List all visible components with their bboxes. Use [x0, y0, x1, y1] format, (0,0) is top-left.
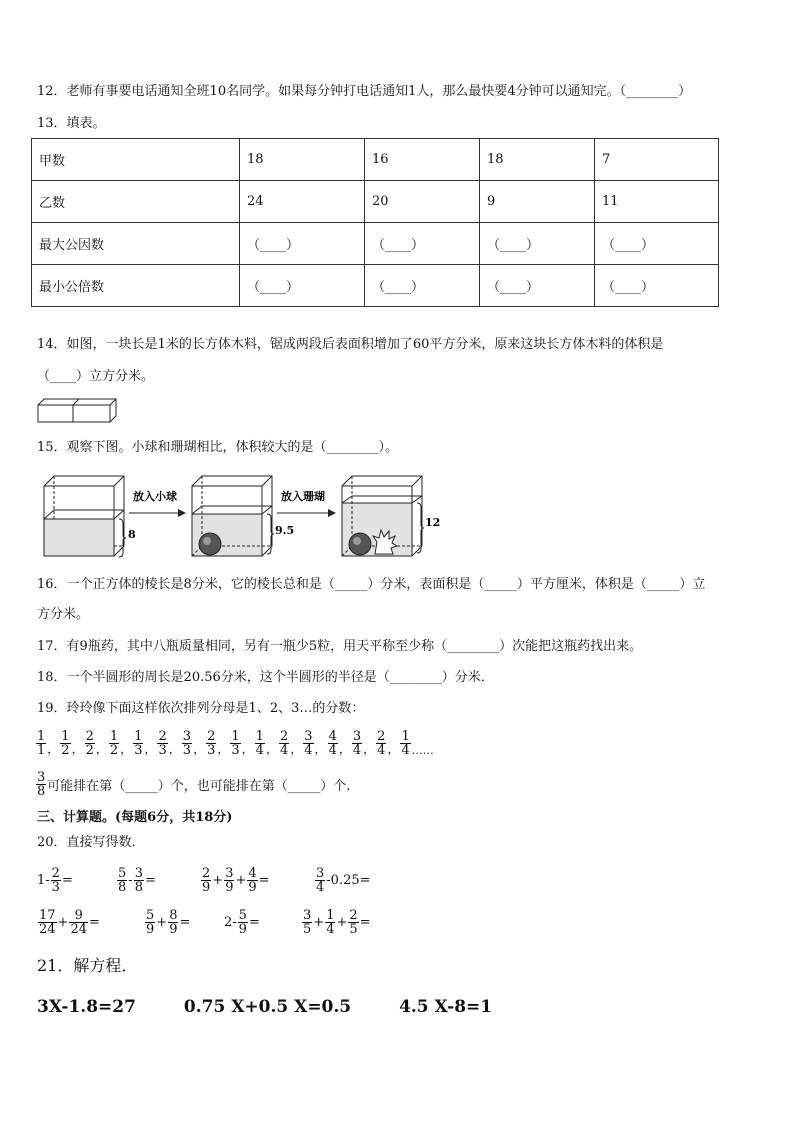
question-16-line1: 16．一个正方体的棱长是8分米，它的棱长总和是（_____）分米，表面积是（_____）平方厘米，体积是（_____）立 — [37, 577, 706, 592]
question-12: 12．老师有事要电话通知全班10名同学。如果每分钟打电话通知1人，那么最快要4分钟可以通知完。（________） — [37, 84, 692, 99]
sequence-fraction: $\frac{2}{3}$ — [207, 729, 216, 758]
sequence-fraction: $\frac{2}{4}$ — [377, 729, 386, 758]
equation-row — [37, 997, 492, 1017]
question-14-line2: （____）立方分米。 — [37, 369, 155, 384]
table-cell: 24 — [240, 181, 365, 223]
calc-item: 2- $\frac{5}{9}$ = — [224, 907, 260, 937]
sequence-fraction: $\frac{2}{2}$ — [85, 729, 94, 758]
table-row — [32, 223, 719, 265]
sequence-fraction: $\frac{3}{4}$ — [352, 729, 362, 758]
ball-icon — [349, 533, 371, 555]
calc-item: $\frac{3}{4}$ -0.25= — [316, 865, 371, 895]
height-label-3: 12 — [425, 516, 441, 529]
calc-item: $\frac{3}{5}$ + $\frac{1}{4}$ + $\frac{2}{5}$ = — [303, 907, 371, 937]
row-label: 乙数 — [32, 181, 240, 223]
equation: 4.5 X-8=1 — [399, 997, 493, 1017]
container-figure — [37, 470, 447, 562]
answer-blank[interactable]: （____） — [240, 223, 365, 265]
sequence-fraction: $\frac{1}{4}$ — [401, 729, 410, 758]
table-row — [32, 265, 719, 307]
question-20: 20．直接写得数． — [37, 835, 145, 850]
sequence-fraction: $\frac{1}{3}$ — [231, 729, 240, 758]
fraction: $\frac{3}{8}$ — [37, 770, 46, 799]
sequence-fraction: $\frac{1}{2}$ — [109, 729, 119, 758]
sequence-fraction: $\frac{2}{3}$ — [158, 729, 167, 758]
calc-item: $\frac{17}{24}$ + $\frac{9}{24}$ = — [39, 907, 100, 937]
sequence-fraction: $\frac{2}{4}$ — [279, 729, 289, 758]
sequence-fraction: $\frac{3}{3}$ — [182, 729, 192, 758]
sequence-fraction: $\frac{1}{1}$ — [37, 729, 46, 758]
answer-blank[interactable]: （____） — [480, 265, 595, 307]
table-row — [32, 181, 719, 223]
question-17: 17．有9瓶药，其中八瓶质量相同，另有一瓶少5粒，用天平称至少称（________）次能把这瓶药找出来。 — [37, 639, 643, 654]
question-19: 19．玲玲像下面这样依次排列分母是1、2、3…的分数： — [37, 701, 365, 716]
answer-blank[interactable]: （____） — [240, 265, 365, 307]
sequence-fraction: $\frac{1}{3}$ — [134, 729, 143, 758]
calc-item: 1- $\frac{2}{3}$ = — [37, 865, 73, 895]
row-label: 最小公倍数 — [32, 265, 240, 307]
answer-blank[interactable]: （____） — [365, 265, 480, 307]
sequence-fraction: $\frac{3}{4}$ — [304, 729, 313, 758]
table-cell: 11 — [595, 181, 719, 223]
table-row — [32, 139, 719, 181]
ball-icon — [199, 533, 221, 555]
sequence-fraction: $\frac{1}{2}$ — [61, 729, 70, 758]
table-cell: 7 — [595, 139, 719, 181]
question-18: 18．一个半圆形的周长是20.56分米，这个半圆形的半径是（________）分米． — [37, 670, 494, 685]
container-1 — [44, 476, 126, 557]
fill-table — [31, 138, 719, 307]
question-19-ask-text: 可能排在第（_____）个，也可能排在第（_____）个. — [47, 779, 351, 794]
answer-blank[interactable]: （____） — [365, 223, 480, 265]
question-15: 15．观察下图。小球和珊瑚相比，体积较大的是（________）。 — [37, 440, 399, 455]
calc-item: $\frac{2}{9}$ + $\frac{3}{9}$ + $\frac{4}{9}$ = — [202, 865, 270, 895]
calc-item: $\frac{5}{9}$ + $\frac{8}{9}$ = — [146, 907, 191, 937]
question-21: 21．解方程． — [37, 956, 138, 975]
row-label: 甲数 — [32, 139, 240, 181]
table-cell: 16 — [365, 139, 480, 181]
question-19-ask — [35, 771, 350, 798]
table-cell: 18 — [480, 139, 595, 181]
wood-block-figure — [37, 398, 119, 424]
height-label-1: 8 — [128, 528, 136, 541]
section-heading: 三、计算题。(每题6分，共18分) — [37, 810, 233, 825]
fraction-sequence: $\frac{1}{1}$ ， $\frac{1}{2}$ ， $\frac{2}{2}$ ， $\frac{1}{2}$ ， $\frac{1}{3}$ ， $\frac{2}{3}$ ， $\frac{3}{3}$ ， $\frac{2}{3}$ ， $\frac{1}{3}$ ， $\frac{1}{4}$ ， $\frac{2}{4}$ ， $\frac{3}{4}$ ， $\frac{4}{4}$ ， $\frac{3}{4}$ ， $\frac{2}{4}$ ， $\frac{1}{4}$ …… — [37, 729, 434, 758]
table-cell: 20 — [365, 181, 480, 223]
sequence-fraction: $\frac{1}{4}$ — [255, 729, 264, 758]
arrow-label-2: 放入珊瑚 — [281, 490, 325, 503]
ellipsis: …… — [411, 744, 434, 757]
equation: 0.75 X+0.5 X=0.5 — [183, 997, 352, 1017]
table-cell: 9 — [480, 181, 595, 223]
calc-item: $\frac{5}{8}$ - $\frac{3}{8}$ = — [118, 865, 156, 895]
answer-blank[interactable]: （____） — [480, 223, 595, 265]
question-14-line1: 14．如图，一块长是1米的长方体木料，锯成两段后表面积增加了60平方分米，原来这块长方体木料的体积是 — [37, 337, 664, 352]
sequence-fraction: $\frac{4}{4}$ — [328, 729, 337, 758]
answer-blank[interactable]: （____） — [595, 265, 719, 307]
height-label-2: 9.5 — [275, 524, 295, 537]
question-16-line2: 方分米。 — [37, 607, 90, 622]
equation: 3X-1.8=27 — [37, 997, 136, 1017]
arrow-label-1: 放入小球 — [133, 490, 177, 503]
table-cell: 18 — [240, 139, 365, 181]
row-label: 最大公因数 — [32, 223, 240, 265]
answer-blank[interactable]: （____） — [595, 223, 719, 265]
question-13-title: 13．填表。 — [37, 116, 106, 131]
